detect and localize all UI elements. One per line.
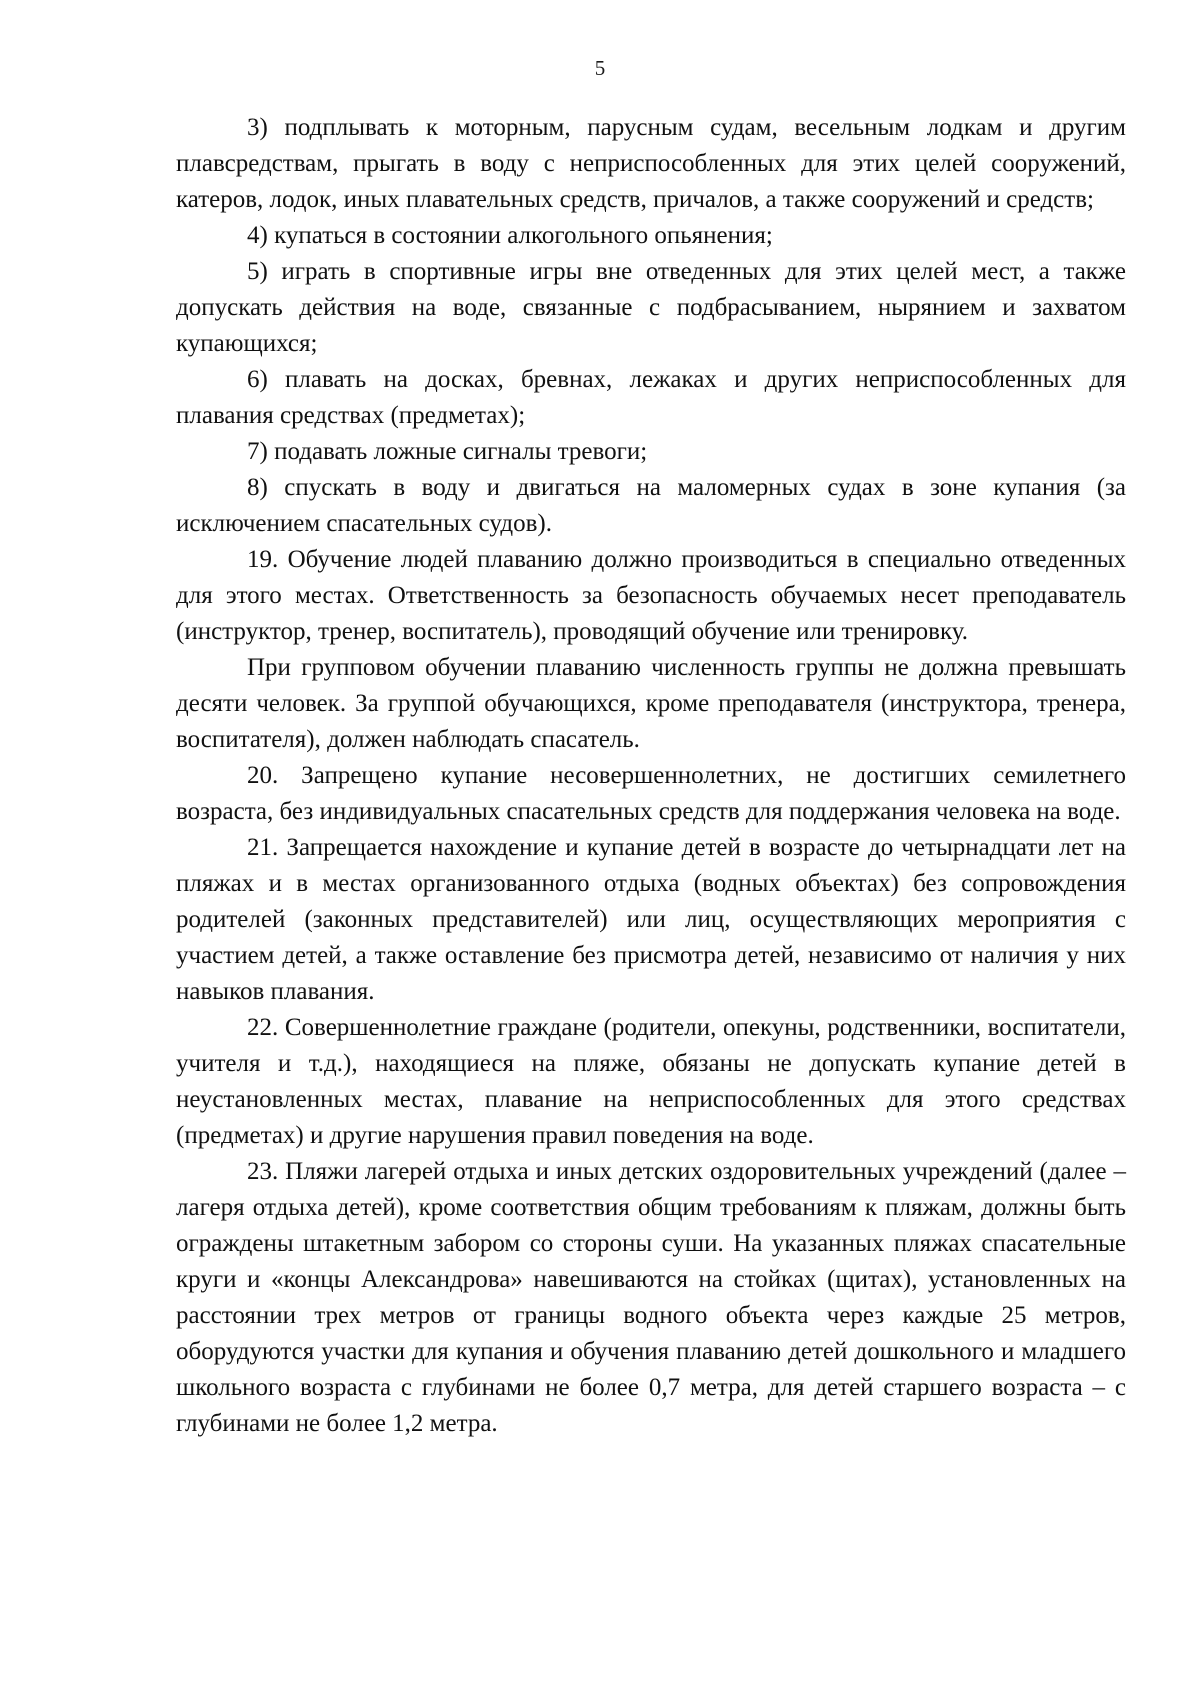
paragraph-item-5: 5) играть в спортивные игры вне отведенных для этих целей мест, а также допускать действия на воде, связанные с подбрасыванием, нырянием и захватом купающихся; — [176, 258, 1126, 357]
paragraph-item-8: 8) спускать в воду и двигаться на маломерных судах в зоне купания (за исключением спасательных судов). — [176, 474, 1126, 537]
paragraph-section-19-group: При групповом обучении плаванию численность группы не должна превышать десяти человек. За группой обучающихся, кроме преподавателя (инструктора, тренера, воспитателя), должен наблюдать спасатель. — [176, 654, 1126, 753]
document-body — [176, 110, 1126, 1442]
paragraph-item-7: 7) подавать ложные сигналы тревоги; — [247, 438, 648, 465]
paragraph-section-21: 21. Запрещается нахождение и купание детей в возрасте до четырнадцати лет на пляжах и в местах организованного отдыха (водных объектах) без сопровождения родителей (законных представителей) или лиц, осуществляющих мероприятия с участием детей, а также оставление без присмотра детей, независимо от наличия у них навыков плавания. — [176, 834, 1126, 1005]
paragraph-item-3: 3) подплывать к моторным, парусным судам, весельным лодкам и другим плавсредствам, прыгать в воду с неприспособленных для этих целей сооружений, катеров, лодок, иных плавательных средств, причалов, а также сооружений и средств; — [176, 114, 1126, 213]
paragraph-section-20: 20. Запрещено купание несовершеннолетних, не достигших семилетнего возраста, без индивидуальных спасательных средств для поддержания человека на воде. — [176, 762, 1126, 825]
paragraph-section-22: 22. Совершеннолетние граждане (родители, опекуны, родственники, воспитатели, учителя и т.д.), находящиеся на пляже, обязаны не допускать купание детей в неустановленных местах, плавание на неприспособленных для этого средствах (предметах) и другие нарушения правил поведения на воде. — [176, 1014, 1126, 1149]
paragraph-item-6: 6) плавать на досках, бревнах, лежаках и других неприспособленных для плавания средствах (предметах); — [176, 366, 1126, 429]
paragraph-item-4: 4) купаться в состоянии алкогольного опьянения; — [247, 222, 773, 249]
paragraph-section-19: 19. Обучение людей плаванию должно производиться в специально отведенных для этого местах. Ответственность за безопасность обучаемых несет преподаватель (инструктор, тренер, воспитатель), проводящий обучение или тренировку. — [176, 546, 1126, 645]
page-number: 5 — [594, 56, 606, 80]
paragraph-section-23: 23. Пляжи лагерей отдыха и иных детских оздоровительных учреждений (далее – лагеря отдыха детей), кроме соответствия общим требованиям к пляжам, должны быть ограждены штакетным забором со стороны суши. На указанных пляжах спасательные круги и «концы Александрова» навешиваются на стойках (щитах), установленных на расстоянии трех метров от границы водного объекта через каждые 25 метров, оборудуются участки для купания и обучения плаванию детей дошкольного и младшего школьного возраста с глубинами не более 0,7 метра, для детей старшего возраста – с глубинами не более 1,2 метра. — [176, 1158, 1126, 1437]
